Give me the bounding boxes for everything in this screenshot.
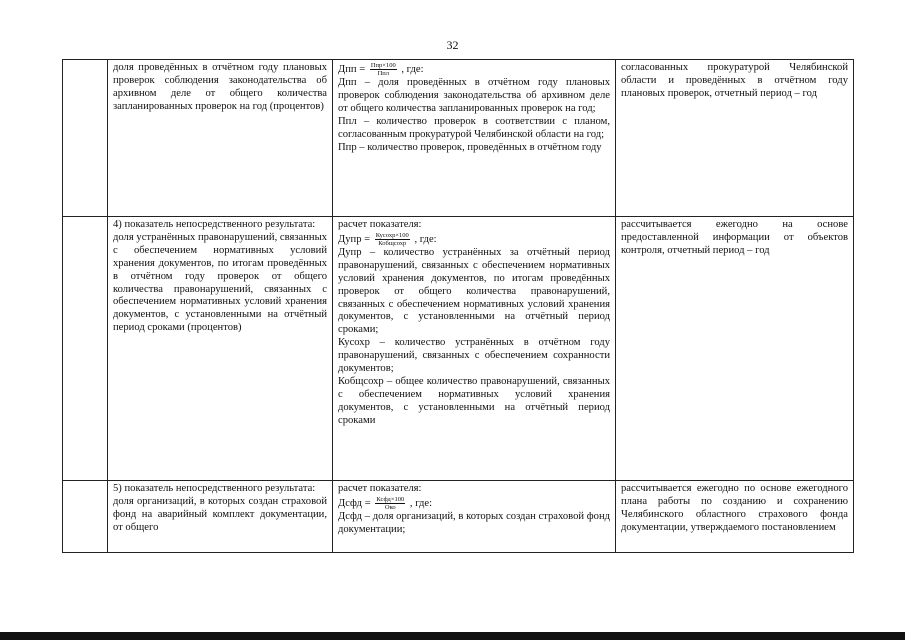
definition-text: Кусохр – количество устранённых в отчётном году правонарушений, связанных с обеспечением сохранности документов; xyxy=(338,337,610,375)
formula-cell xyxy=(333,481,616,553)
definition-text: Ппр – количество проверок, проведённых в отчётном году xyxy=(338,141,602,153)
formula-cell xyxy=(333,60,616,217)
formula xyxy=(338,232,610,247)
indicator-name-cell xyxy=(108,60,333,217)
formula-lhs: Дупр = xyxy=(338,233,371,245)
table-row xyxy=(63,217,854,481)
definition-text: Ппл – количество проверок в соответствии с планом, согласованным прокуратурой Челябинской области на год; xyxy=(338,115,610,140)
table-row xyxy=(63,60,854,217)
formula-fraction xyxy=(375,496,405,511)
formula-numerator: Кусохр×100 xyxy=(375,231,409,239)
indicator-name-cell xyxy=(108,217,333,481)
method-text: согласованных прокуратурой Челябинской области и проведённых в отчётном году плановых проверок, отчетный период – год xyxy=(621,62,848,99)
row-number-cell xyxy=(63,217,108,481)
indicator-heading: 4) показатель непосредственного результата: xyxy=(113,219,316,230)
indicator-name-cell xyxy=(108,481,333,553)
formula-fraction xyxy=(370,62,397,77)
formula-tail: , где: xyxy=(409,497,433,509)
scan-edge-bar xyxy=(0,632,905,640)
method-text: рассчитывается ежегодно по основе ежегодного плана работы по созданию и сохранению Челябинского областного страхового фонда документации, утверждаемого постановлением xyxy=(621,483,848,533)
formula-tail: , где: xyxy=(414,233,437,245)
formula-fraction xyxy=(375,232,410,247)
formula-cell xyxy=(333,217,616,481)
row-number-cell xyxy=(63,481,108,553)
formula-denominator: Ппл xyxy=(377,70,389,77)
indicator-text: доля устранённых правонарушений, связанных с обеспечением нормативных условий хранения документов, по итогам проведённых в отчётном году проверок от общего количества правонарушений, связанных с обеспечением нормативных условий хранения документов, с установленными на отчётный период сроками (процентов) xyxy=(113,231,327,334)
table-row xyxy=(63,481,854,553)
method-cell xyxy=(616,481,854,553)
formula-lhs: Дсфд = xyxy=(338,497,371,509)
definition-text: Дпп – доля проведённых в отчётном году плановых проверок соблюдения законодательства об архивном деле от общего количества запланированных проверок на год; xyxy=(338,77,610,114)
definition-text: Кобщсохр – общее количество правонарушений, связанных с обеспечением нормативных условий хранения документов, с установленными на отчётный период сроками xyxy=(338,375,610,426)
formula-denominator: Око xyxy=(384,503,396,511)
formula-numerator: Ппр×100 xyxy=(370,62,396,69)
page-number: 32 xyxy=(446,38,459,52)
indicator-text: доля проведённых в отчётном году плановых проверок соблюдения законодательства об архивном деле от общего количества запланированных проверок на год (процентов) xyxy=(113,62,327,112)
method-cell xyxy=(616,60,854,217)
row-number-cell xyxy=(63,60,108,217)
formula xyxy=(338,62,610,77)
formula-numerator: Ксфд×100 xyxy=(376,495,405,503)
indicators-table xyxy=(62,59,854,553)
definition-text: Дсфд – доля организаций, в которых создан страховой фонд документации; xyxy=(338,510,610,535)
formula-tail: , где: xyxy=(401,63,424,75)
calc-intro: расчет показателя: xyxy=(338,483,422,494)
calc-intro: расчет показателя: xyxy=(338,219,422,230)
indicator-heading: 5) показатель непосредственного результата: xyxy=(113,483,316,494)
method-cell xyxy=(616,217,854,481)
indicator-text: доля организаций, в которых создан страховой фонд на аварийный комплект документации, от общего xyxy=(113,495,327,533)
formula xyxy=(338,496,610,511)
method-text: рассчитывается ежегодно на основе предоставленной информации от объектов контроля, отчетный период – год xyxy=(621,219,848,256)
formula-denominator: Кобщсохр xyxy=(378,239,407,247)
formula-lhs: Дпп = xyxy=(338,63,366,75)
definition-text: Дупр – количество устранённых за отчётный период правонарушений, связанных с обеспечением нормативных условий хранения документов, по итогам проведённых проверок от общего количества правонарушений, связанных с обеспечением нормативных условий хранения документов, с установленными на отчётный период сроками; xyxy=(338,246,610,336)
